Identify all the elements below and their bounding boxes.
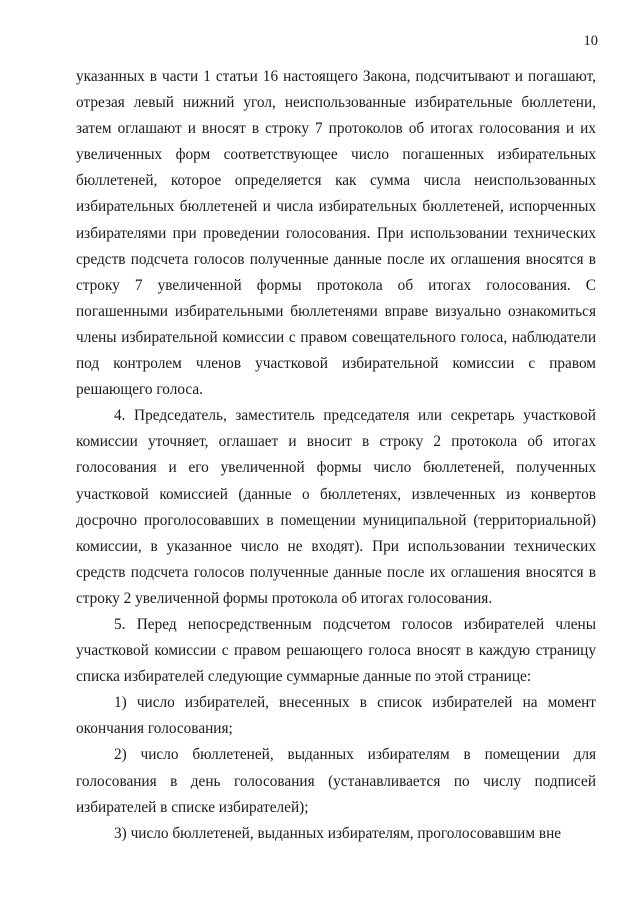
document-body — [76, 64, 596, 847]
paragraph-continuation: указанных в части 1 статьи 16 настоящего Закона, подсчитывают и погашают, отрезая левый нижний угол, неиспользованные избирательные бюллетени, затем оглашают и вносят в строку 7 протоколов об итогах голосования и их увеличенных форм соответствующее число погашенных избирательных бюллетеней, которое определяется как сумма числа неиспользованных избирательных бюллетеней и числа избирательных бюллетеней, испорченных избирателями при проведении голосования. При использовании технических средств подсчета голосов полученные данные после их оглашения вносятся в строку 7 увеличенной формы протокола об итогах голосования. С погашенными избирательными бюллетенями вправе визуально ознакомиться члены избирательной комиссии с правом совещательного голоса, наблюдатели под контролем членов участковой избирательной комиссии с правом решающего голоса. — [76, 68, 596, 399]
page-number: 10 — [583, 33, 598, 49]
paragraph-subitem-3: 3) число бюллетеней, выданных избирателям, проголосовавшим вне — [114, 824, 562, 842]
paragraph-item-4: 4. Председатель, заместитель председателя или секретарь участковой комиссии уточняет, оглашает и вносит в строку 2 протокола об итогах голосования и его увеличенной формы число бюллетеней, полученных участковой комиссией (данные о бюллетенях, извлеченных из конвертов досрочно проголосовавших в помещении муниципальной (территориальной) комиссии, в указанное число не входят). При использовании технических средств подсчета голосов полученные данные после их оглашения вносятся в строку 2 увеличенной формы протокола об итогах голосования. — [76, 407, 596, 607]
paragraph-subitem-2: 2) число бюллетеней, выданных избирателям в помещении для голосования в день голосования (устанавливается по числу подписей избирателей в списке избирателей); — [76, 746, 596, 816]
paragraph-item-5: 5. Перед непосредственным подсчетом голосов избирателей члены участковой комиссии с правом решающего голоса вносят в каждую страницу списка избирателей следующие суммарные данные по этой странице: — [76, 615, 596, 686]
paragraph-subitem-1: 1) число избирателей, внесенных в список избирателей на момент окончания голосования; — [76, 694, 596, 738]
